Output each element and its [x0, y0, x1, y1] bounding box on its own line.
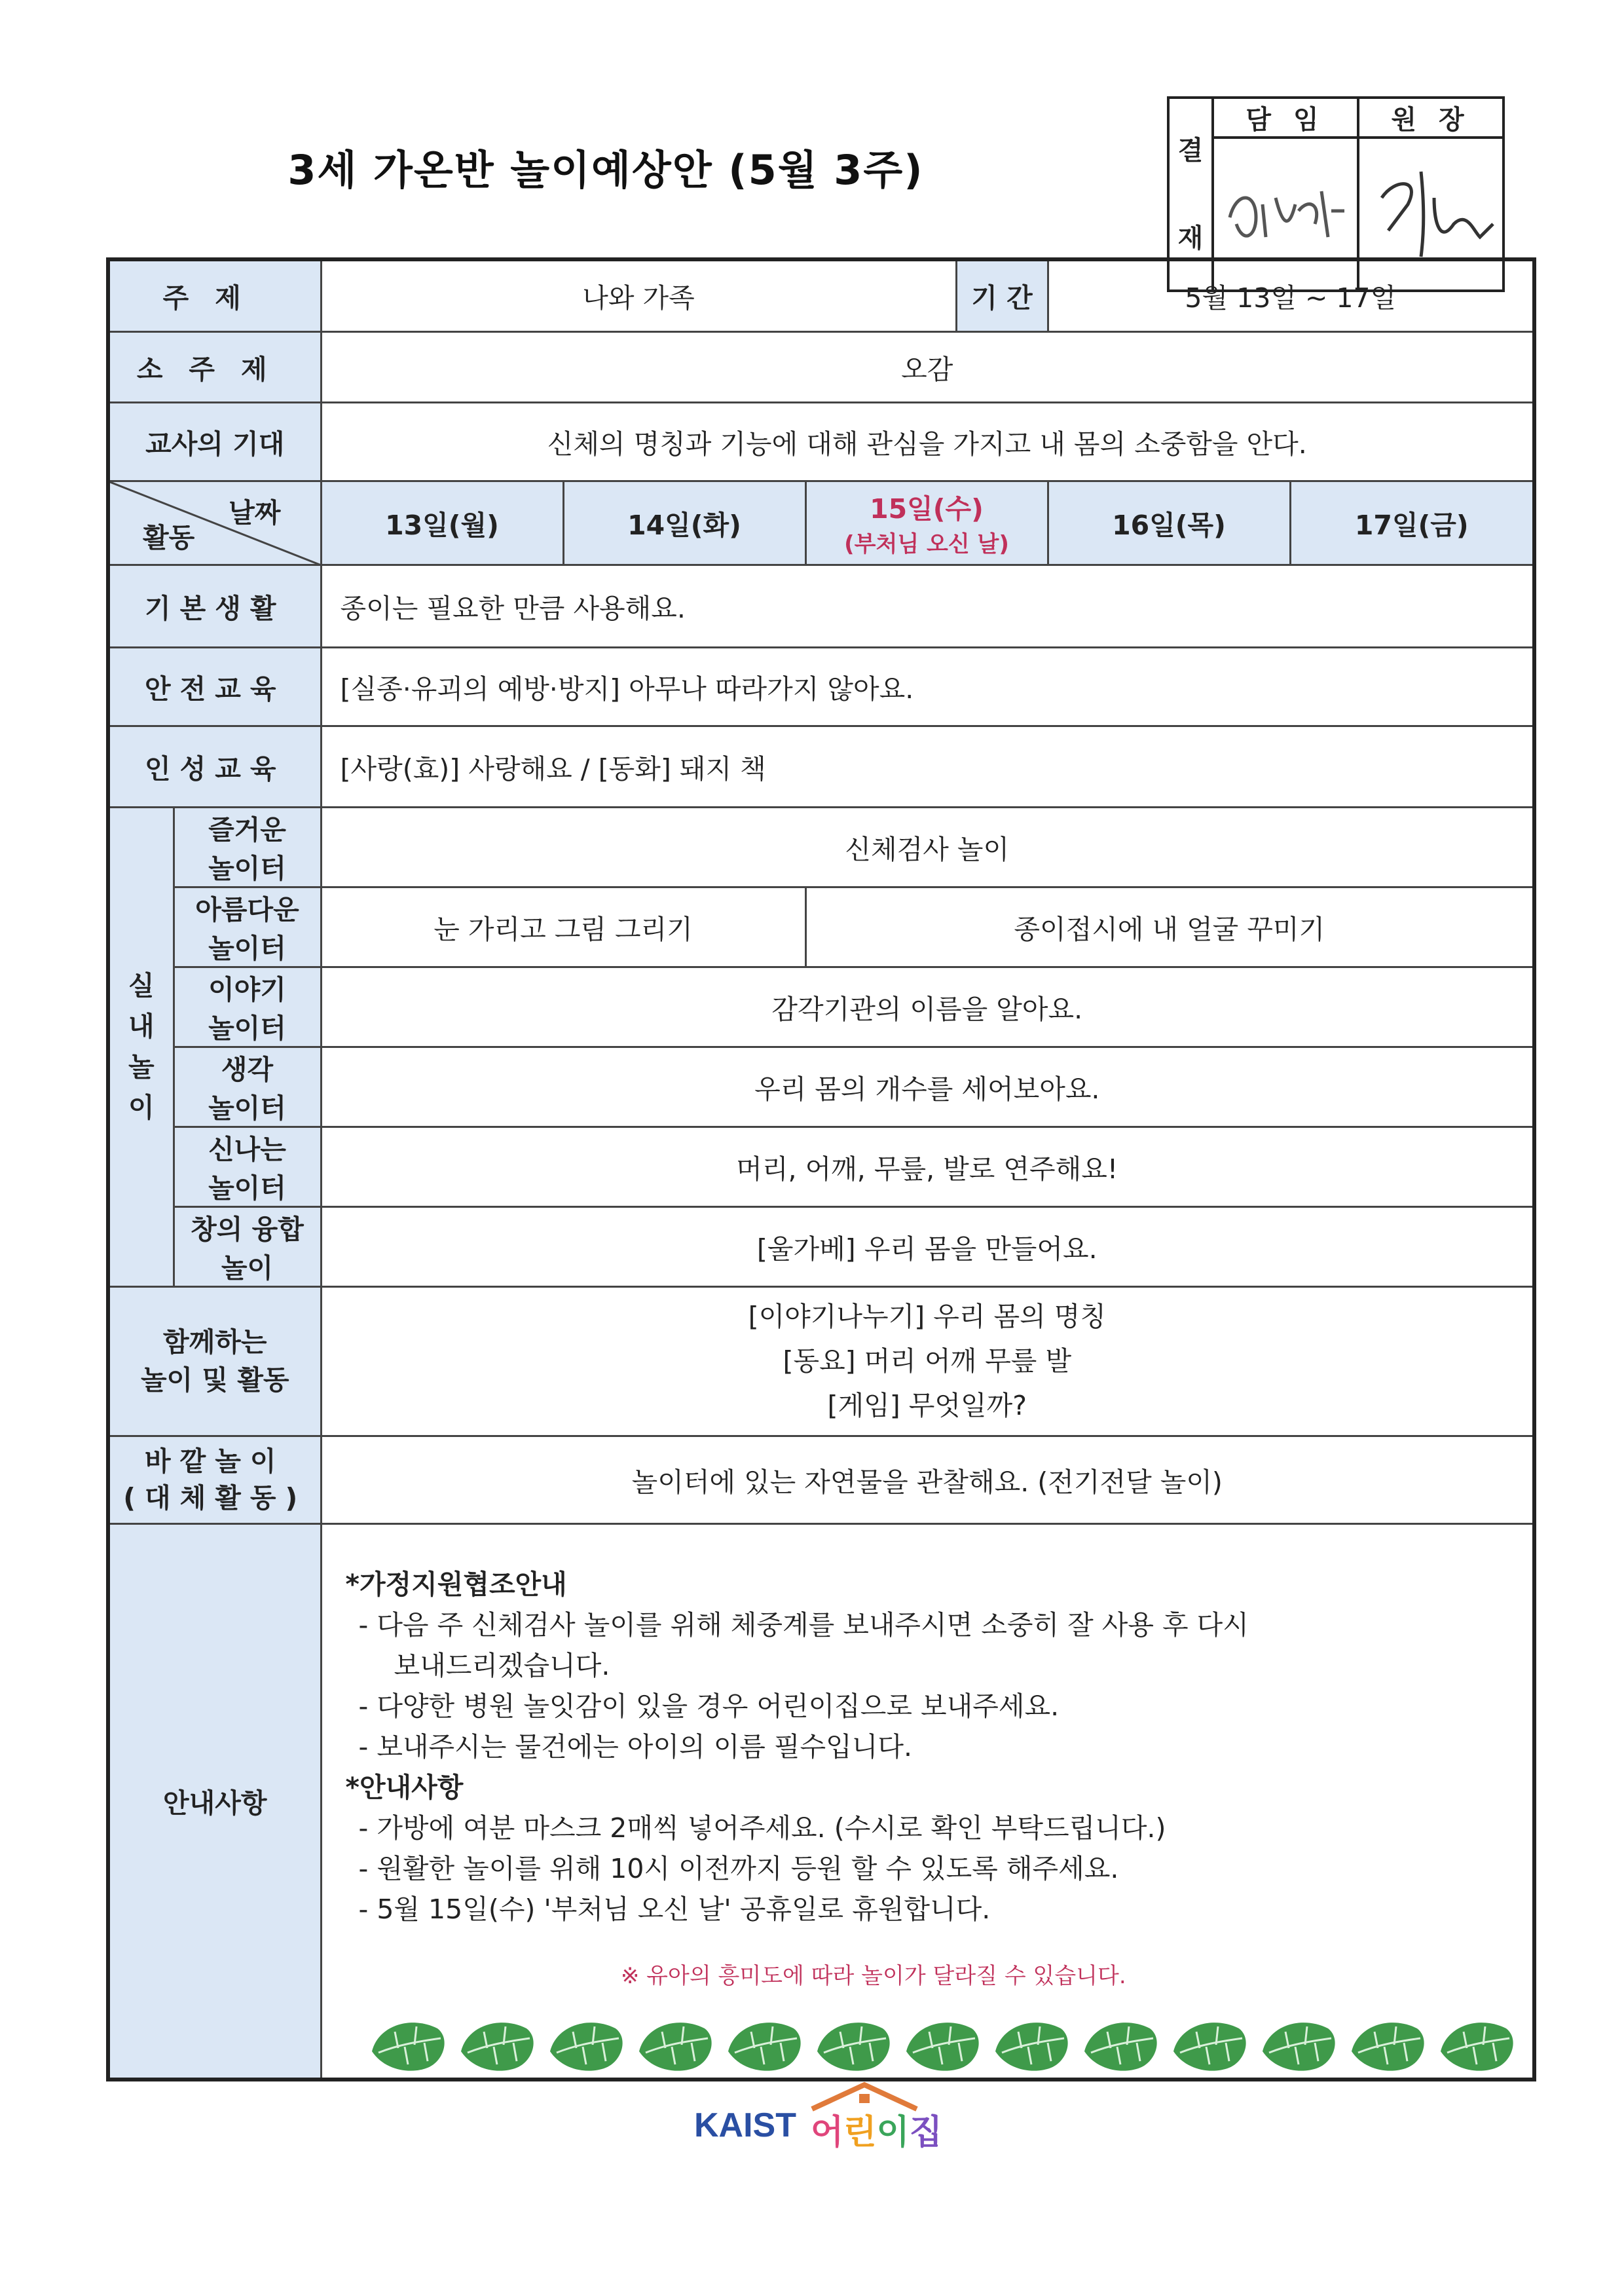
leaf-icon — [1167, 2012, 1256, 2075]
date-activity-header — [108, 481, 321, 565]
character-education-value: [사랑(효)] 사랑해요 / [동화] 돼지 책 — [321, 726, 1534, 807]
director-signature-drawing — [1362, 145, 1500, 276]
leaf-decoration — [346, 2012, 1533, 2078]
leaf-icon — [365, 2012, 454, 2075]
teacher-expectation-value: 신체의 명칭과 기능에 대해 관심을 가지고 내 몸의 소중함을 안다. — [321, 402, 1534, 481]
indoor-value-3: 감각기관의 이름을 알아요. — [321, 967, 1534, 1047]
logo-name-text: 어린이집 — [811, 2113, 942, 2152]
leaf-icon — [1434, 2012, 1523, 2075]
leaf-icon — [722, 2012, 811, 2075]
day-wed-text: 15일(수) — [870, 493, 984, 525]
indoor-play-label — [108, 807, 174, 1286]
indoor-label-1: 즐거운 놀이터 — [174, 807, 321, 887]
day-tue: 14일(화) — [563, 481, 805, 565]
together-item-2: [동요] 머리 어깨 무릎 발 — [783, 1345, 1072, 1377]
notice-item: - 다양한 병원 놀잇감이 있을 경우 어린이집으로 보내주세요. — [358, 1690, 1060, 1722]
teacher-signature-drawing — [1217, 145, 1354, 276]
notice-heading-1: *가정지원협조안내 — [345, 1568, 567, 1600]
subtheme-value: 오감 — [321, 331, 1534, 402]
leaf-icon — [1345, 2012, 1434, 2075]
indoor-label-6: 창의 융합 놀이 — [174, 1206, 321, 1286]
together-item-1: [이야기나누기] 우리 몸의 명칭 — [748, 1301, 1106, 1332]
diagonal-line — [110, 482, 323, 566]
indoor-value-2b: 종이접시에 내 얼굴 꾸미기 — [805, 887, 1534, 967]
basic-life-label: 기본생활 — [108, 565, 321, 647]
indoor-label-3: 이야기 놀이터 — [174, 967, 321, 1047]
leaf-icon — [544, 2012, 633, 2075]
theme-label: 주제 — [108, 259, 321, 331]
plan-table — [106, 257, 1536, 2081]
notice-item: - 가방에 여분 마스크 2매씩 넣어주세요. (수시로 확인 부탁드립니다.) — [358, 1812, 1166, 1844]
indoor-value-6: [울가베] 우리 몸을 만들어요. — [321, 1206, 1534, 1286]
day-thu: 16일(목) — [1048, 481, 1290, 565]
approval-teacher-header: 담 임 — [1213, 98, 1358, 138]
safety-education-value: [실종·유괴의 예방·방지] 아무나 따라가지 않아요. — [321, 647, 1534, 726]
notice-label: 안내사항 — [108, 1523, 321, 2080]
notice-heading-2: *안내사항 — [345, 1771, 464, 1803]
indoor-value-2a: 눈 가리고 그림 그리기 — [321, 887, 805, 967]
outdoor-play-label: 바깥놀이 (대체활동) — [108, 1436, 321, 1523]
approval-side-bottom: 재 — [1177, 223, 1204, 253]
teacher-expectation-label: 교사의 기대 — [108, 402, 321, 481]
leaf-icon — [811, 2012, 900, 2075]
notice-item-continued: 보내드리겠습니다. — [394, 1649, 610, 1681]
leaf-icon — [989, 2012, 1078, 2075]
notice-content — [321, 1523, 1534, 2080]
indoor-value-1: 신체검사 놀이 — [321, 807, 1534, 887]
date-header-text: 날짜 — [229, 496, 281, 529]
outdoor-play-value: 놀이터에 있는 자연물을 관찰해요. (전기전달 놀이) — [321, 1436, 1534, 1523]
theme-value: 나와 가족 — [321, 259, 956, 331]
page-title: 3세 가온반 놀이예상안 (5월 3주) — [287, 146, 924, 194]
notice-item: - 다음 주 신체검사 놀이를 위해 체중계를 보내주시면 소중히 잘 사용 후 다시 — [358, 1609, 1249, 1641]
holiday-text: (부처님 오신 날) — [844, 531, 1009, 557]
leaf-icon — [454, 2012, 544, 2075]
indoor-label-2: 아름다운 놀이터 — [174, 887, 321, 967]
notice-item: - 원활한 놀이를 위해 10시 이전까지 등원 할 수 있도록 해주세요. — [358, 1852, 1119, 1884]
indoor-label-5: 신나는 놀이터 — [174, 1127, 321, 1206]
leaf-icon — [1256, 2012, 1345, 2075]
leaf-icon — [633, 2012, 722, 2075]
indoor-value-4: 우리 몸의 개수를 세어보아요. — [321, 1047, 1534, 1127]
period-label: 기 간 — [956, 259, 1048, 331]
approval-director-header: 원 장 — [1358, 98, 1504, 138]
indoor-play-label-text: 실내놀이 — [128, 970, 155, 1123]
day-fri: 17일(금) — [1290, 481, 1534, 565]
day-mon: 13일(월) — [321, 481, 563, 565]
day-wed — [805, 481, 1048, 565]
character-education-label: 인성교육 — [108, 726, 321, 807]
notice-item: - 보내주시는 물건에는 아이의 이름 필수입니다. — [358, 1730, 913, 1763]
together-activity-value — [321, 1286, 1534, 1436]
indoor-label-4: 생각 놀이터 — [174, 1047, 321, 1127]
notice-footnote: ※ 유아의 흥미도에 따라 놀이가 달라질 수 있습니다. — [620, 1962, 1126, 1989]
indoor-value-5: 머리, 어깨, 무릎, 발로 연주해요! — [321, 1127, 1534, 1206]
activity-header-text: 활동 — [143, 521, 195, 553]
logo-kaist-text: KAIST — [694, 2106, 796, 2144]
leaf-icon — [1078, 2012, 1167, 2075]
kaist-logo — [688, 2080, 950, 2152]
period-value: 5월 13일 ~ 17일 — [1048, 259, 1534, 331]
together-item-3: [게임] 무엇일까? — [827, 1390, 1027, 1421]
safety-education-label: 안전교육 — [108, 647, 321, 726]
notice-item: - 5월 15일(수) '부처님 오신 날' 공휴일로 휴원합니다. — [358, 1893, 991, 1925]
basic-life-value: 종이는 필요한 만큼 사용해요. — [321, 565, 1534, 647]
approval-side-top: 결 — [1177, 135, 1204, 166]
together-activity-label: 함께하는 놀이 및 활동 — [108, 1286, 321, 1436]
leaf-icon — [900, 2012, 989, 2075]
subtheme-label: 소주제 — [108, 331, 321, 402]
